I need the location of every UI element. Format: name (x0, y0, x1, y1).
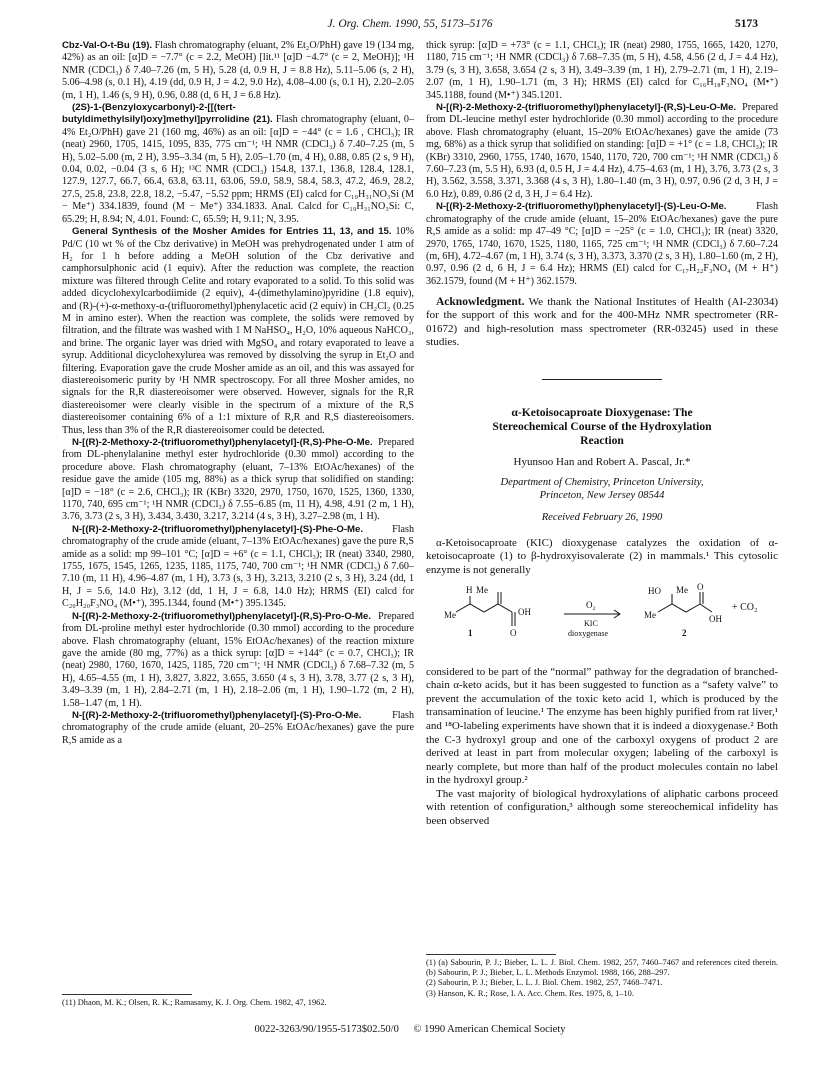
compound-heading: N-[(R)-2-Methoxy-2-(trifluoromethyl)phenylacetyl]-(S)-Pro-O-Me. (72, 709, 362, 721)
paragraph: The vast majority of biological hydroxylations of aliphatic carbons proceed with retention of configuration,³ although some stereochemical infidelity has been observed (426, 787, 778, 828)
publication-code: 0022-3263/90/1955-5173$02.50/0 (254, 1024, 399, 1035)
right-footnotes (426, 950, 778, 999)
paragraph (62, 611, 414, 710)
paragraph (62, 437, 414, 524)
footnote: (11) Dhaon, M. K.; Olsen, R. K.; Ramasamy, K. J. Org. Chem. 1982, 47, 1962. (62, 998, 327, 1007)
paragraph-text: Flash chromatography of the crude amide (eluant, 15–20% EtOAc/hexanes) gave the pure R,S amide as a solid: mp 47–49 °C; [α]D = −25° (c = 1.0, CHCl₃); IR (neat) 3320, 2970, 1765, 1740, 1670, 1525, 1180, 1165, 725 cm⁻¹; ¹H NMR (CDCl₃) δ 7.60–7.24 (m, 6H), 4.72–4.67 (m, 1 H), 3.74 (s, 3 H), 3.373, 3.370 (2 s, 3 H), 1.80–1.60 (m, 2 H), 0.97, 0.96 (2 d, 6 H, J = 6.4 Hz); HRMS (EI) calcd for C₁₇H₂₂F₃NO₄ (M + H⁺) 362.1579, found (M + H⁺) 362.1579. (426, 201, 778, 287)
compound-heading: (2S)-1-(Benzyloxycarbonyl)-2-[[(tert-butyldimethylsilyl)oxy]methyl]pyrrolidine (21). (62, 102, 273, 126)
compound-heading: N-[(R)-2-Methoxy-2-(trifluoromethyl)phenylacetyl]-(S)-Phe-O-Me. (72, 523, 364, 535)
paragraph (426, 40, 778, 102)
paragraph-text: Prepared from DL-phenylalanine methyl ester hydrochloride (0.30 mmol) according to the procedure above. Flash chromatography (eluant, 7–13% EtOAc/hexanes) of the residue gave the amide (105 mg, 88%) as a thick syrup that solidified on standing: [α]D = −18° (c = 2.6, CHCl₃); IR (KBr) 3320, 2970, 1750, 1670, 1525, 1360, 1330, 1170, 740, 695 cm⁻¹; ¹H NMR (CDCl₃) δ 7.55–6.85 (m, 11 H), 4.98, 4.91 (2 m, 1 H), 3.76, 3.73 (2 s, 3 H), 3.434, 3.430, 3.217, 3.214 (4 s, 3 H), 3.27–2.98 (m, 1 H). (62, 437, 414, 523)
received-date: Received February 26, 1990 (541, 512, 663, 524)
footnote-divider (426, 954, 556, 955)
article-title (426, 406, 778, 448)
affiliation-line: Department of Chemistry, Princeton University, (500, 477, 704, 489)
paragraph: considered to be part of the “normal” pathway for the degradation of branched-chain α-keto acids, but it has been suggested to function as a “safety valve” to prevent the accumulation of the toxic keto acid 1, which is produced by the transamination of leucine.¹ The enzyme has been highly purified from rat liver,¹ and ¹⁸O-labeling experiments have shown that it is indeed a dioxygenase.² Both the C-3 hydroxyl group and one of the carboxyl oxygens of product 2 are derived at least in part from molecular oxygen; labeling of the carboxyl is nearly complete, but more than half of the product molecules contain no label in the hydroxyl group.² (426, 665, 778, 787)
paragraph: α-Ketoisocaproate (KIC) dioxygenase catalyzes the oxidation of α-ketoisocaproate (1) to β-hydroxyisovalerate (2) in mammals.¹ This cytosolic enzyme is not generally (426, 536, 778, 576)
paragraph (62, 40, 414, 102)
bond-line (700, 604, 712, 612)
atom-label: OH (709, 613, 722, 624)
paragraph-text: 10% Pd/C (10 wt % of the Cbz derivative) in MeOH was prehydrogenated under 1 atm of H₂ for 1 h before adding a MeOH solution of the Cbz derivative and camphorsulphonic acid (1 equiv). After the reduction was complete, the reaction mixture was filtered through Celite and rotary evaporated to a solid. To this solid was added dicyclohexylcarbodiimide (2 equiv), 4-(dimethylamino)pyridine (1.8 equiv), and (R)-(+)-α-methoxy-α-(trifluoromethyl)phenylacetic acid (2 equiv) in CH₂Cl₂ (0.25 M in amino ester). When the reaction was complete, the solids were removed by filtration, and the filtrate was washed with 1 M NaHSO₄, H₂O, 10% aqueous NaHCO₃, and brine. The organic layer was dried with MgSO₄ and rotary evaporated to leave a syrup. Additional dicyclohexylurea was removed by dissolving the syrup in Et₂O and filtering. Evaporation gave the crude Mosher amide as an oil, and this was assayed for diastereoisomeric purity by ¹H NMR spectroscopy. For all three Mosher amides, no signals for the R,R diastereoisomer were observed. However, signals for the R,R diastereoisomer were clearly visible in the spectrum of a mixture of the R,S diastereoisomer containing 6% of a 1:1 mixture of R,R and R,S diastereoisomers. Thus, less than 3% of the R,R diastereoisomer could be detected. (62, 226, 414, 436)
reaction-scheme (426, 582, 778, 660)
enzyme-label: KIC (584, 618, 598, 628)
paragraph (62, 226, 414, 437)
bond-line (456, 604, 512, 612)
acknowledgment-text: We thank the National Institutes of Health (AI-23034) for the support of this work and for the 400-MHz NMR spectrometer (RR-01672) and high-resolution mass spectrometer (RR-03245) used in these studies. (426, 296, 778, 348)
atom-label: H (466, 584, 473, 595)
left-footnotes (62, 990, 414, 1008)
footnote: (3) Hanson, K. R.; Rose, I. A. Acc. Chem. Res. 1975, 8, 1–10. (426, 988, 634, 998)
compound-number: 1 (468, 627, 473, 638)
footnote: (1) (a) Sabourin, P. J.; Bieber, L. L. J. Biol. Chem. 1982, 257, 7460–7467 and references cited therein. (b) Sabourin, P. J.; Bieber, L. L. Methods Enzymol. 1988, 166, 288–297. (426, 958, 778, 978)
acknowledgment (426, 296, 778, 349)
copyright-notice: © 1990 American Chemical Society (413, 1024, 566, 1035)
compound-heading: N-[(R)-2-Methoxy-2-(trifluoromethyl)phenylacetyl]-(S)-Leu-O-Me. (436, 201, 727, 213)
footnote: (2) Sabourin, P. J.; Bieber, L. L. J. Biol. Chem. 1982, 257, 7468–7471. (426, 978, 663, 988)
compound-heading: N-[(R)-2-Methoxy-2-(trifluoromethyl)phenylacetyl]-(R,S)-Pro-O-Me. (72, 610, 372, 622)
compound-heading: N-[(R)-2-Methoxy-2-(trifluoromethyl)phenylacetyl]-(R,S)-Phe-O-Me. (72, 437, 373, 448)
article-divider (542, 379, 662, 380)
compound-heading: Cbz-Val-O-t-Bu (19). (62, 40, 153, 51)
compound-number: 2 (682, 627, 687, 638)
footnote-divider (62, 994, 192, 995)
byproduct-label: + CO₂ (732, 601, 758, 613)
section-heading: General Synthesis of the Mosher Amides for Entries 11, 13, and 15. (72, 226, 392, 238)
atom-label: O (510, 627, 517, 638)
journal-citation: J. Org. Chem. 1990, 55, 5173–5176 (327, 18, 493, 30)
reaction-scheme-drawing (426, 582, 778, 660)
paragraph-text: thick syrup: [α]D = +73° (c = 1.1, CHCl₃); IR (neat) 2980, 1755, 1665, 1420, 1270, 1180, 715 cm⁻¹; ¹H NMR (CDCl₃) δ 7.68–7.35 (m, 5 H), 4.58, 4.56 (2 d, J = 4.4 Hz), 3.79 (s, 3 H), 3.658, 3.654 (2 s, 3 H), 3.49–3.39 (m, 1 H), 2.79–2.71 (m, 1 H), 2.19–2.07 (m, 1 H), 1.90–1.71 (m, 3 H); HRMS (EI) calcd for C₁₆H₁₈F₃NO₄ (M•⁺) 345.1188, found (M•⁺) 345.1201. (426, 40, 778, 101)
paragraph-text: Prepared from DL-leucine methyl ester hydrochloride (0.30 mmol) according to the procedure above. Flash chromatography (eluant, 15–20% EtOAc/hexanes) gave the amide (73 mg, 68%) as a thick syrup that solidified on standing: [α]D = +1° (c = 1.8, CHCl₃); IR (KBr) 3310, 2960, 1755, 1740, 1670, 1540, 1170, 720, 700 cm⁻¹; ¹H NMR (CDCl₃) δ 7.60–7.23 (m, 5.5 H), 6.93 (d, 0.5 H, J = 4.4 Hz), 4.75–4.63 (m, 1 H), 3.76, 3.73 (2 s, 3 H), 3.562, 3.558, 3.371, 3.368 (4 s, 3 H), 1.80–1.40 (m, 3 H), 0.97, 0.96 (2 d, 3 H, J = 6.0 Hz), 0.89, 0.86 (2 d, 3 H, J = 6.4 Hz). (426, 102, 778, 200)
paragraph (62, 524, 414, 611)
atom-label: Me (476, 584, 488, 595)
paragraph-text: Flash chromatography (eluant, 2% Et₂O/PhH) gave 19 (134 mg, 42%) as an oil: [α]D = −7.7° (c = 2.2, MeOH) [lit.¹¹ [α]D −4.7° (c = 2, MeOH)]; ¹H NMR (CDCl₃) δ 7.40–7.26 (m, 5 H), 5.28 (d, 0.9 H, J = 8.8 Hz), 5.11–5.06 (s, 2 H), 5.06–4.98 (s, 0.1 H), 4.19 (dd, 0.9 H, J = 4.2, 9.0 Hz), 4.08–4.00 (s, 0.1 H), 2.20–2.05 (m, 1 H), 1.46 (s, 9 H), 0.96, 0.88 (d, 6 H, J = 6.8 Hz). (62, 40, 414, 101)
affiliation-line: Princeton, New Jersey 08544 (539, 490, 665, 502)
reagent-label: O₂ (586, 599, 596, 610)
paragraph (426, 102, 778, 201)
enzyme-label: dioxygenase (568, 628, 608, 638)
atom-label: HO (648, 585, 661, 596)
compound-heading: N-[(R)-2-Methoxy-2-(trifluoromethyl)phenylacetyl]-(R,S)-Leu-O-Me. (436, 102, 737, 114)
running-header (62, 18, 758, 36)
title-line: Reaction (580, 433, 624, 447)
paragraph (62, 710, 414, 747)
paragraph (62, 102, 414, 226)
paragraph-text: Flash chromatography of the crude amide (eluant, 20–25% EtOAc/hexanes) gave the pure R,S amide as a (62, 709, 414, 746)
page-number: 5173 (735, 18, 758, 30)
title-line: α-Ketoisocaproate Dioxygenase: The (511, 405, 693, 419)
page-footer (0, 1024, 820, 1035)
atom-label: Me (644, 609, 656, 620)
paragraph-text: Flash chromatography of the crude amide (eluant, 7–13% EtOAc/hexanes) gave the pure R,S amide as a solid: mp 99–101 °C; [α]D = +6° (c = 1.1, CHCl₃); IR (neat) 3340, 2980, 1755, 1675, 1545, 1265, 1235, 1185, 1175, 740, 700 cm⁻¹; ¹H NMR (CDCl₃) δ 7.60–7.10 (m, 11 H), 4.96–4.87 (m, 1 H), 3.73 (s, 3 H), 3.213, 3.210 (2 s, 3 H), 3.24 (dd, 1 H, J = 5.6, 14.0 Hz), 3.12 (dd, 1 H, J = 6.8, 14.0 Hz); HRMS (EI) calcd for C₂₀H₂₀F₃NO₄ (M•⁺), 395.1344, found (M•⁺) 395.1345. (62, 523, 414, 610)
atom-label: Me (444, 609, 456, 620)
affiliation (426, 476, 778, 502)
atom-label: OH (518, 606, 531, 617)
authors: Hyunsoo Han and Robert A. Pascal, Jr.* (513, 455, 691, 468)
acknowledgment-heading: Acknowledgment. (436, 296, 525, 309)
paragraph-text: Prepared from DL-proline methyl ester hydrochloride (0.30 mmol) according to the procedure above. Flash chromatography (eluant, 15% EtOAc/hexanes) of the reaction mixture gave the amide (80 mg, 77%) as a thick syrup: [α]D = +144° (c = 0.7, CHCl₃); IR (neat) 2980, 1760, 1670, 1425, 1185, 720 cm⁻¹; ¹H NMR (CDCl₃) δ 7.68–7.32 (m, 5 H), 4.65–4.55 (m, 1 H), 3.827, 3.822, 3.655, 3.650 (4 s, 3 H), 3.78, 3.77 (2 s, 3 H), 3.49–3.39 (m, 1 H), 2.84–2.71 (m, 1 H), 2.18–2.06 (m, 1 H), 1.90–1.72 (m, 2 H), 1.58–1.47 (m, 1 H). (62, 610, 414, 709)
paragraph-text: Flash chromatography (eluant, 0–4% Et₂O/PhH) gave 21 (160 mg, 46%) as an oil: [α]D = −44° (c = 1.6 , CHCl₃); IR (neat) 2960, 1705, 1415, 1095, 835, 775 cm⁻¹; ¹H NMR (CDCl₃) δ 7.40–7.25 (m, 5 H), 5.02–5.00 (m, 2 H), 3.95–3.34 (m, 5 H), 2.05–1.70 (m, 4 H), 0.88, 0.85 (2 s, 9 H), 0.04, 0.02, −0.04 (3 s, 6 H); ¹³C NMR (CDCl₃) 154.8, 137.1, 136.8, 128.4, 128.1, 127.9, 127.7, 66.7, 66.4, 63.8, 63.11, 63.06, 59.0, 58.9, 58.4, 58.3, 47.2, 46.9, 28.2, 27.5, 25.8, 23.8, 22.8, 18.2, −5.47, −5.52 ppm; HRMS (EI) calcd for C₁₉H₃₁NO₃Si (M − Me⁺) 334.1839, found (M − Me⁺) 334.1833. Anal. Calcd for C₁₉H₃₁NO₃Si: C, 65.29; H, 8.94; N, 4.01. Found: C, 65.59; H, 9.11; N, 3.95. (62, 114, 415, 225)
atom-label: O (697, 581, 704, 592)
paragraph (426, 201, 778, 288)
right-column (426, 40, 778, 829)
left-column (62, 40, 414, 747)
bond-line (658, 604, 700, 612)
title-line: Stereochemical Course of the Hydroxylation (492, 419, 712, 433)
atom-label: Me (676, 584, 688, 595)
